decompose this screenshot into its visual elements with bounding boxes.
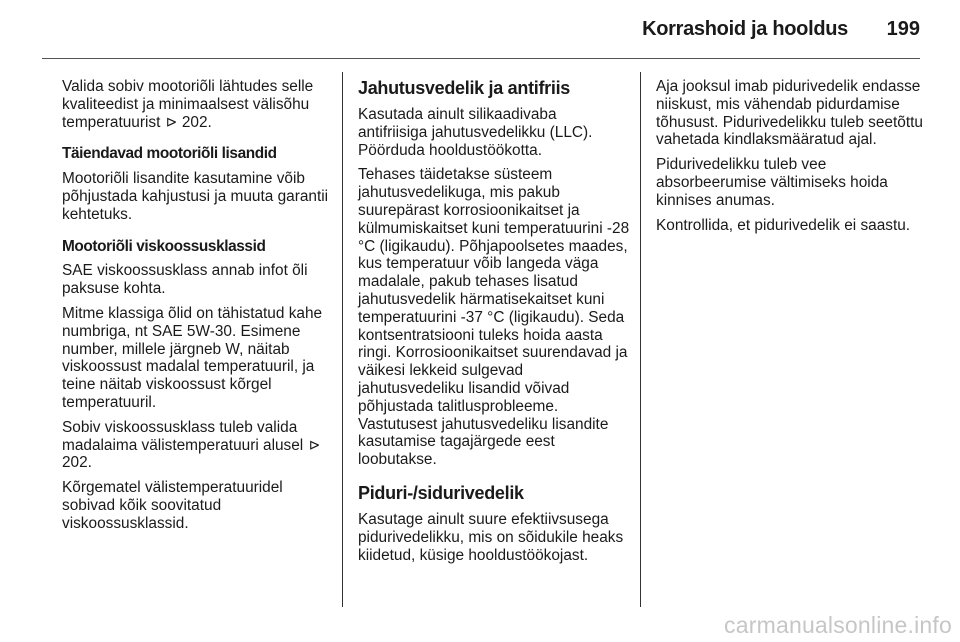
column-middle [358,78,630,571]
brake-fluid-paragraph-3: Pidurivedelikku tuleb vee absorbeerumise vältimiseks hoida kinnises anumas. [656,156,888,209]
column-left [62,78,332,540]
viscosity-paragraph-2: Mitme klassiga õlid on tähistatud kahe numbriga, nt SAE 5W-30. Esimene number, millele järgneb W, näitab viskoossust madalal temperatuuril, ja teine näitab viskoossust kõrgel temperatuuril. [62,304,323,411]
viscosity-paragraph-3 [62,419,332,472]
watermark: carmanualsonline.info [724,612,952,638]
column-divider-2 [640,72,641,607]
brake-fluid-paragraph-2: Aja jooksul imab pidurivedelik endasse niiskust, mis vähendab pidurdamise tõhusust. Pidurivedelikku tuleb seetõttu vahetada kindlaksmääratud ajal. [656,78,923,149]
intro-page-ref[interactable]: 202. [177,113,212,131]
header-divider [42,58,920,59]
arrow-reference-icon[interactable]: ⊳ [165,113,177,131]
brake-fluid-paragraph-1: Kasutage ainult suure efektiivsusega pidurivedelikku, mis on sõidukile heaks kiidetud, küsige hooldustöökojast. [358,510,624,564]
intro-paragraph [62,78,332,131]
arrow-reference-icon[interactable]: ⊳ [308,436,320,454]
additives-heading: Täiendavad mootoriõli lisandid [62,145,277,163]
viscosity-paragraph-1: SAE viskoossusklass annab infot õli paksuse kohta. [62,262,308,298]
column-right [656,78,926,241]
additives-text: Mootoriõli lisandite kasutamine võib põhjustada kahjustusi ja muuta garantii kehtetuks. [62,170,329,223]
page-title: Korrashoid ja hooldus [642,18,848,40]
viscosity-page-ref[interactable]: 202. [62,454,92,472]
viscosity-heading: Mootoriõli viskoossusklassid [62,237,266,255]
coolant-paragraph-2: Tehases täidetakse süsteem jahutusvedelikuga, mis pakub suurepärast korrosioonikaitset ja külmumiskaitset kuni temperatuurini -28 °C (ligikaudu). Põhjapoolsetes maades, kus temperatuur võib langeda väga madalale, pakub tehases lisatud jahutusvedelik härmatisekaitset kuni temperatuurini -37 °C (ligikaudu). Seda kontsentratsiooni tuleks hoida aasta ringi. Korrosioonikaitset suurendavad ja väikesi lekkeid sulgevad jahutusvedeliku lisandid võivad põhjustada talitlusprobleeme. Vastutusest jahutusvedeliku lisandite kasutamise tagajärgede eest loobutakse. [358,166,630,469]
intro-text: Valida sobiv mootoriõli lähtudes selle kvaliteedist ja minimaalsest välisõhu temperatuurist [62,78,314,131]
column-divider-1 [342,72,343,607]
coolant-title: Jahutusvedelik ja antifriis [358,78,570,98]
viscosity-paragraph-4: Kõrgematel välistemperatuuridel sobivad kõik soovitatud viskoossusklassid. [62,479,283,532]
brake-fluid-paragraph-4: Kontrollida, et pidurivedelik ei saastu. [656,216,911,234]
coolant-paragraph-1: Kasutada ainult silikaadivaba antifriisiga jahutusvedelikku (LLC). Pöörduda hooldustöökotta. [358,106,593,159]
page-number: 199 [886,18,920,40]
viscosity-p3-text: Sobiv viskoossusklass tuleb valida madalaima välistemperatuuri alusel [62,418,308,454]
brake-fluid-title: Piduri-/sidurivedelik [358,482,524,503]
